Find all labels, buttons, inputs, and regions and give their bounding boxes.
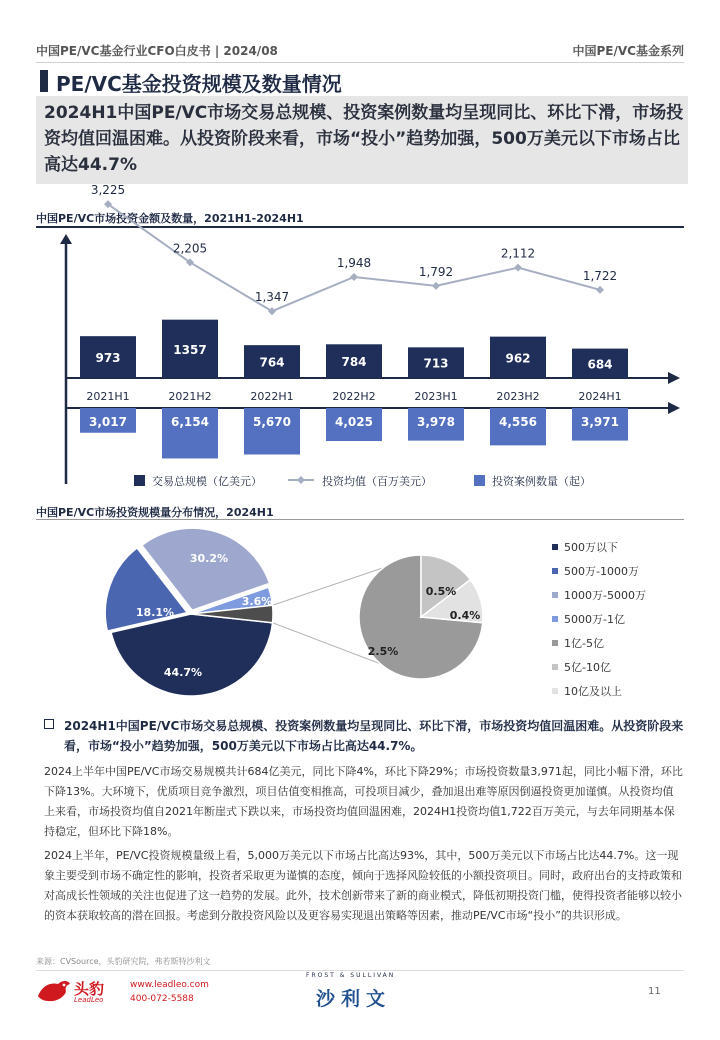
key-finding [36,716,684,756]
avg-point [514,264,522,272]
detail-pie-label: 2.5% [367,645,399,658]
pie-slice-label: 18.1% [135,606,175,619]
avg-label: 1,722 [582,268,618,283]
category-tick-label: 2022H2 [332,390,376,403]
legend-count-label: 投资案例数量（起） [492,475,591,488]
chart2-title-underline [36,519,684,520]
count-label: 3,971 [581,415,619,429]
avg-label: 1,792 [418,264,454,279]
amount-label: 784 [341,355,367,370]
page-number: 11 [648,986,661,997]
frost-sullivan-logo-cn: 沙利文 [316,988,392,1010]
brand-name-en: LeadLeo [74,996,104,1004]
pie-legend-label: 5000万-1亿 [564,613,625,626]
top-axis-arrow-icon [668,372,680,384]
pie-legend-label: 1000万-5000万 [564,589,646,602]
pie-legend-swatch [552,544,558,550]
leopard-logo-icon [36,976,72,1006]
pie-legend-label: 500万以下 [564,541,618,554]
avg-label: 2,205 [172,241,208,256]
count-label: 4,025 [335,415,373,429]
pie-legend-label: 5亿-10亿 [564,661,611,674]
category-tick-label: 2023H2 [496,390,540,403]
header-right-series: 中国PE/VC基金系列 [572,44,684,58]
pie-legend-swatch [552,664,558,670]
phone-number: 400-072-5588 [130,994,194,1004]
pie-legend-swatch [552,616,558,622]
category-tick-label: 2023H1 [414,390,458,403]
chart1-title: 中国PE/VC市场投资金额及数量，2021H1-2024H1 [36,212,304,225]
paragraph-2: 2024上半年，PE/VC投资规模量级上看，5,000万美元以下市场占比高达93%，其中，500万美元以下市场占比达44.7%。这一现象主要受到市场不确定性的影响，投资者采取更为谨慎的态度，倾向于选择风险较低的小额投资项目。同时，政府出台的支持政策和对高成长性领域的关注也促进了这一趋势的发展。此外，技术创新带来了新的商业模式，降低初期投资门槛，使得投资者能够以较小的资本获取较高的潜在回报。考虑到分散投资风险以及更容易实现退出策略等因素，推动PE/VC市场“投小”的共识形成。 [44,849,682,922]
category-tick-label: 2021H1 [86,390,130,403]
brand-name: 头豹 [74,980,105,998]
main-pie [105,528,273,696]
page-title: PE/VC基金投资规模及数量情况 [56,72,342,96]
count-label: 3,978 [417,415,455,429]
frost-sullivan-logo-en: FROST & SULLIVAN [306,972,396,979]
avg-label: 1,347 [254,290,290,305]
count-label: 5,670 [253,415,291,429]
header-left-title: 中国PE/VC基金行业CFO白皮书 | 2024/08 [36,44,278,58]
pie-legend [552,541,646,698]
pie-legend-label: 10亿及以上 [564,685,622,698]
checkbox-bullet-icon [44,719,54,729]
count-label: 4,556 [499,415,537,429]
pie-legend-swatch [552,568,558,574]
count-bars [80,408,628,458]
legend-avg-marker [297,476,305,484]
pie-chart [36,522,684,712]
title-accent-bar [40,70,48,92]
header-divider [36,62,684,63]
legend-amount-swatch [134,475,145,486]
detail-pie-label: 0.4% [449,609,481,622]
category-tick-label: 2022H1 [250,390,294,403]
pie-slice-label: 3.6% [241,595,273,608]
website-link[interactable]: www.leadleo.com [130,980,209,990]
pie-legend-label: 1亿-5亿 [564,637,604,650]
category-tick-label: 2021H2 [168,390,212,403]
chart1-title-underline [36,226,684,228]
amount-label: 713 [423,356,449,371]
pie-legend-label: 500万-1000万 [564,565,639,578]
category-tick-label: 2024H1 [578,390,622,403]
footer-divider [36,970,684,971]
detail-pie [359,555,483,679]
summary-text: 2024H1中国PE/VC市场交易总规模、投资案例数量均呈现同比、环比下滑，市场投资均值回温困难。从投资阶段来看，市场“投小”趋势加强，500万美元以下市场占比高达44.7% [44,103,684,175]
avg-point [596,286,604,294]
amount-label: 962 [505,351,531,366]
pie-slice-label: 30.2% [189,552,229,565]
pie-legend-swatch [552,640,558,646]
legend-count-swatch [474,475,485,486]
pie-slice-label: 44.7% [163,666,203,679]
avg-label: 2,112 [500,246,536,261]
key-finding-text: 2024H1中国PE/VC市场交易总规模、投资案例数量均呈现同比、环比下滑，市场投资均值回温困难。从投资阶段来看，市场“投小”趋势加强，500万美元以下市场占比高达44.7%。 [64,719,684,753]
amount-label: 764 [259,355,285,370]
avg-line [91,183,617,315]
avg-label: 1,948 [336,255,372,270]
paragraph-1: 2024上半年中国PE/VC市场交易规模共计684亿美元，同比下降4%，环比下降29%；市场投资数量3,971起，同比小幅下滑，环比下降13%。大环境下，优质项目竞争激烈，项目估值变相推高，可投项目减少，叠加退出难等原因倒逼投资更加谨慎。从投资均值上来看，市场投资均值自2021年断崖式下跌以来，市场投资均值回温困难，2024H1投资均值1,722百万美元，与去年同期基本保持稳定，但环比下降18%。 [44,765,683,838]
amount-bars [80,320,628,378]
avg-point [432,282,440,290]
bottom-axis-arrow-icon [668,402,680,414]
avg-label: 3,225 [90,183,126,198]
source-note: 来源：CVSource，头豹研究院，弗若斯特沙利文 [36,957,211,966]
avg-point [350,273,358,281]
y-axis-arrow-icon [60,234,72,244]
detail-pie-label: 0.5% [425,585,457,598]
pie-slice [111,614,272,696]
amount-label: 1357 [173,342,207,357]
chart1-legend [134,474,591,488]
chart2-title: 中国PE/VC市场投资规模量分布情况，2024H1 [36,506,274,519]
legend-amount-label: 交易总规模（亿美元） [152,475,262,488]
pie-legend-swatch [552,592,558,598]
amount-label: 684 [587,357,613,372]
category-labels [86,390,621,403]
legend-avg-label: 投资均值（百万美元） [322,475,432,488]
count-label: 3,017 [89,415,127,429]
amount-label: 973 [95,351,121,366]
pie-legend-swatch [552,688,558,694]
count-label: 6,154 [171,415,209,429]
